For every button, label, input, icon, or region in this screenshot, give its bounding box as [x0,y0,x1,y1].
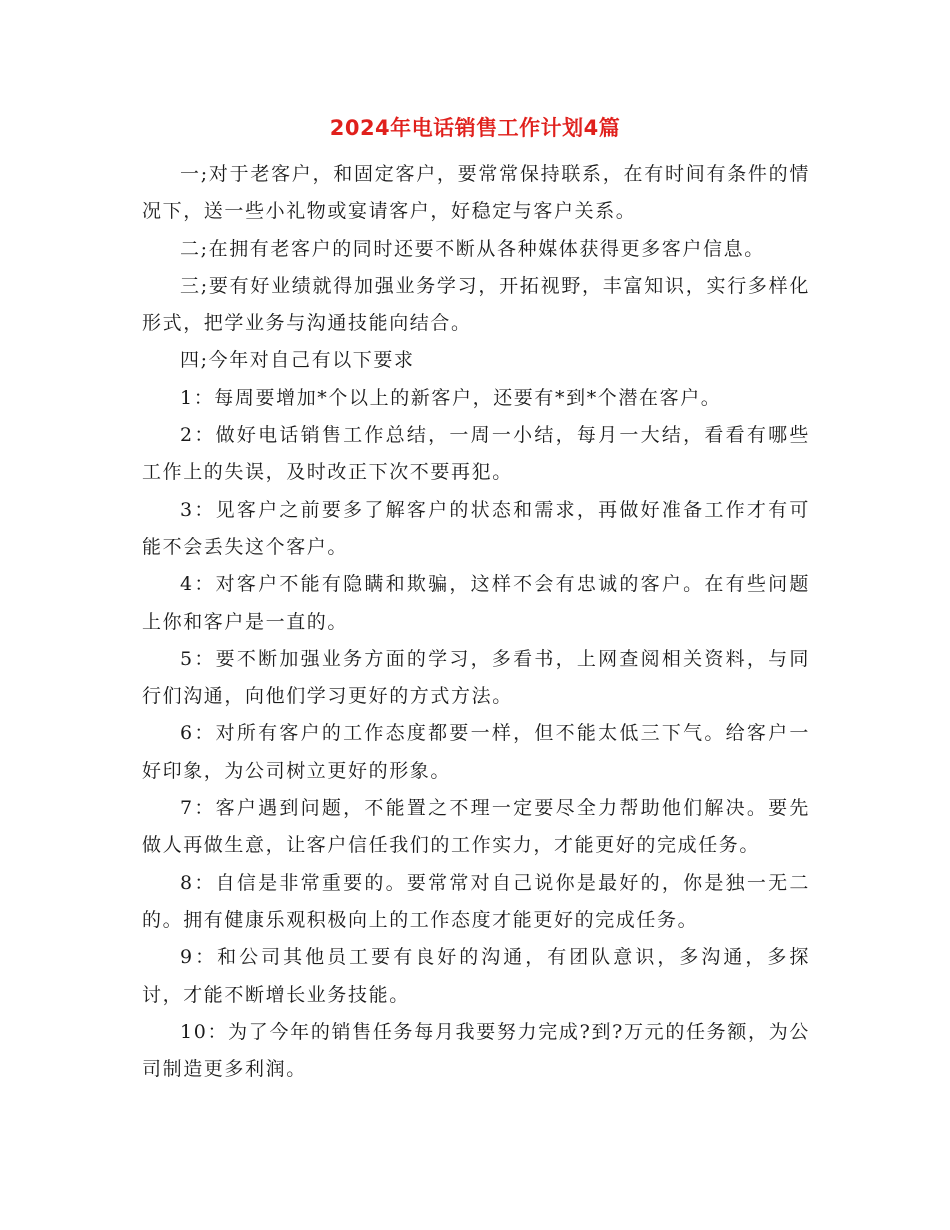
paragraph-7: 3：见客户之前要多了解客户的状态和需求，再做好准备工作才有可能不会丢失这个客户。 [142,498,810,558]
document-title: 2024年电话销售工作计划4篇 [329,116,621,140]
document-body [142,156,810,1088]
paragraph-11: 7：客户遇到问题，不能置之不理一定要尽全力帮助他们解决。要先做人再做生意，让客户信任我们的工作实力，才能更好的完成任务。 [142,797,810,857]
paragraph-10: 6：对所有客户的工作态度都要一样，但不能太低三下气。给客户一好印象，为公司树立更好的形象。 [142,722,810,782]
paragraph-13: 9：和公司其他员工要有良好的沟通，有团队意识，多沟通，多探讨，才能不断增长业务技能。 [142,946,810,1006]
paragraph-14: 10：为了今年的销售任务每月我要努力完成?到?万元的任务额，为公司制造更多利润。 [142,1020,810,1081]
paragraph-4: 四;今年对自己有以下要求 [180,349,415,372]
paragraph-3: 三;要有好业绩就得加强业务学习，开拓视野，丰富知识，实行多样化形式，把学业务与沟通技能向结合。 [142,274,810,335]
paragraph-12: 8：自信是非常重要的。要常常对自己说你是最好的，你是独一无二的。拥有健康乐观积极向上的工作态度才能更好的完成任务。 [142,871,810,931]
paragraph-1: 一;对于老客户，和固定客户，要常常保持联系，在有时间有条件的情况下，送一些小礼物或宴请客户，好稳定与客户关系。 [142,163,810,223]
paragraph-6: 2：做好电话销售工作总结，一周一小结，每月一大结，看看有哪些工作上的失误，及时改正下次不要再犯。 [142,424,810,484]
paragraph-5: 1：每周要增加*个以上的新客户，还要有*到*个潜在客户。 [180,386,722,409]
paragraph-8: 4：对客户不能有隐瞒和欺骗，这样不会有忠诚的客户。在有些问题上你和客户是一直的。 [142,573,810,633]
paragraph-2: 二;在拥有老客户的同时还要不断从各种媒体获得更多客户信息。 [180,237,765,260]
paragraph-9: 5：要不断加强业务方面的学习，多看书，上网查阅相关资料，与同行们沟通，向他们学习更好的方式方法。 [142,647,810,708]
